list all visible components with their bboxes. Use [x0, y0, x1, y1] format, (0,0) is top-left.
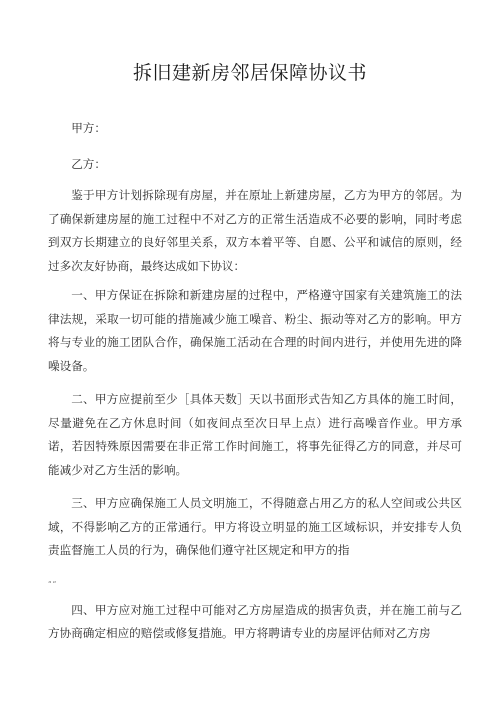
stray-mark: „„	[48, 575, 58, 584]
paragraph-clause-3: 三、甲方应确保施工人员文明施工，不得随意占用乙方的私人空间或公共区域，不得影响乙方的正常通行。甲方将设立明显的施工区域标识，并安排专人负责监督施工人员的行为，确保他们遵守社区规定和甲方的指	[48, 496, 462, 557]
paragraph-clause-1: 一、甲方保证在拆除和新建房屋的过程中，严格遵守国家有关建筑施工的法律法规，采取一切可能的措施减少施工噪音、粉尘、振动等对乙方的影响。甲方将与专业的施工团队合作，确保施工活动在合理的时间内进行，并使用先进的降噪设备。	[48, 288, 462, 373]
party-b-label: 乙方：	[71, 156, 106, 171]
document-body	[48, 117, 462, 646]
paragraph-preamble: 鉴于甲方计划拆除现有房屋，并在原址上新建房屋，乙方为甲方的邻居。为了确保新建房屋的施工过程中不对乙方的正常生活造成不必要的影响，同时考虑到双方长期建立的良好邻里关系，双方本着平等、自愿、公平和诚信的原则，经过多次友好协商，最终达成如下协议：	[48, 188, 462, 273]
paragraph-clause-2: 二、甲方应提前至少［具体天数］天以书面形式告知乙方具体的施工时间，尽量避免在乙方休息时间（如夜间点至次日早上点）进行高噪音作业。甲方承诺，若因特殊原因需要在非正常工作时间施工，将事先征得乙方的同意，并尽可能减少对乙方生活的影响。	[48, 392, 462, 477]
document-title: 拆旧建新房邻居保障协议书	[132, 62, 367, 84]
paragraph-clause-4: 四、甲方应对施工过程中可能对乙方房屋造成的损害负责，并在施工前与乙方协商确定相应的赔偿或修复措施。甲方将聘请专业的房屋评估师对乙方房	[48, 602, 462, 640]
party-a-label: 甲方：	[71, 121, 106, 135]
